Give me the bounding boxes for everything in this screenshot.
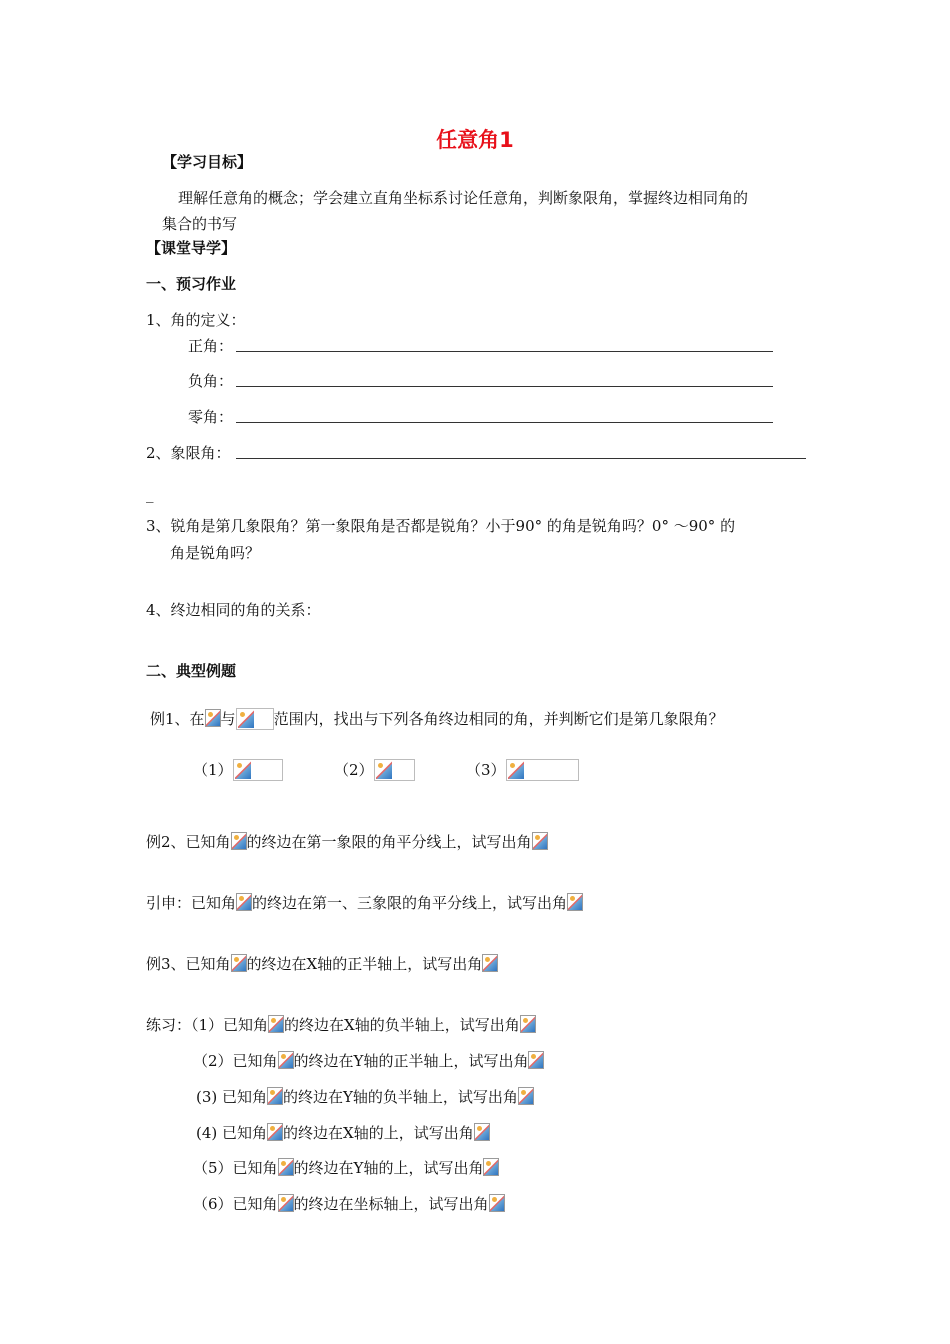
question-4: 4、终边相同的角的关系：	[146, 601, 321, 619]
practice-text-a: (4) 已知角	[196, 1124, 268, 1142]
zero-angle-blank[interactable]	[236, 422, 773, 423]
example-1-part2	[334, 759, 415, 781]
positive-angle-blank[interactable]	[236, 351, 773, 352]
extension-text-a: 引申：已知角	[146, 894, 237, 912]
formula-image-icon	[278, 1158, 294, 1176]
goal-header: 【学习目标】	[162, 153, 253, 171]
example-2	[146, 832, 548, 852]
example-1-part3	[466, 759, 579, 781]
practice-item	[193, 1051, 544, 1071]
formula-image-icon	[278, 1194, 294, 1212]
formula-image-icon	[231, 832, 247, 850]
formula-image-icon	[532, 832, 548, 850]
extension-text-b: 的终边在第一、三象限的角平分线上，试写出角	[252, 894, 568, 912]
formula-image-icon	[236, 893, 252, 911]
formula-image-icon	[528, 1051, 544, 1069]
page-title: 任意角1	[436, 128, 514, 152]
part-3-label: （3）	[466, 761, 506, 779]
practice-text-b: 的终边在Y轴的上，试写出角	[293, 1159, 484, 1177]
quadrant-angle-blank[interactable]	[236, 458, 806, 459]
formula-image-icon	[520, 1015, 536, 1033]
formula-image-icon	[474, 1123, 490, 1141]
formula-box	[374, 759, 415, 781]
question-3-line2: 角是锐角吗？	[170, 544, 261, 562]
part-1-label: （1）	[193, 761, 233, 779]
example-1-part1	[193, 759, 283, 781]
practice-text-a: （2）已知角	[193, 1052, 278, 1070]
practice-item	[196, 1087, 534, 1107]
practice-text-b: 的终边在Y轴的负半轴上，试写出角	[283, 1088, 518, 1106]
formula-image-icon	[235, 761, 251, 779]
example-3-text-b: 的终边在X轴的正半轴上，试写出角	[246, 955, 483, 973]
example-3	[146, 954, 498, 974]
practice-text-b: 的终边在X轴的上，试写出角	[283, 1124, 474, 1142]
formula-image-icon	[567, 893, 583, 911]
guide-header: 【课堂导学】	[146, 239, 237, 257]
formula-image-icon	[482, 954, 498, 972]
negative-angle-label: 负角：	[188, 372, 234, 390]
example-2-text-b: 的终边在第一象限的角平分线上，试写出角	[246, 833, 532, 851]
example-1-text-b: 与	[220, 710, 236, 728]
part-2-label: （2）	[334, 761, 374, 779]
example-1-text-a: 例1、在	[150, 710, 205, 728]
formula-image-icon	[231, 954, 247, 972]
practice-item	[146, 1015, 536, 1035]
practice-text-a: (3) 已知角	[196, 1088, 268, 1106]
example-3-text-a: 例3、已知角	[146, 955, 231, 973]
zero-angle-label: 零角：	[188, 408, 234, 426]
goal-text-line2: 集合的书写	[162, 215, 238, 233]
practice-text-a: （5）已知角	[193, 1159, 278, 1177]
positive-angle-label: 正角：	[188, 337, 234, 355]
question-3-line1: 3、锐角是第几象限角？第一象限角是否都是锐角？小于90° 的角是锐角吗？0° ～90° 的	[146, 517, 736, 535]
practice-text-b: 的终边在X轴的负半轴上，试写出角	[284, 1016, 520, 1034]
practice-text-a: （6）已知角	[193, 1195, 278, 1213]
question-2: 2、象限角：	[146, 444, 231, 462]
question-1: 1、角的定义：	[146, 311, 246, 329]
formula-image-icon	[508, 761, 524, 779]
practice-item	[196, 1123, 490, 1143]
formula-box	[236, 708, 274, 730]
practice-text-b: 的终边在Y轴的正半轴上，试写出角	[293, 1052, 529, 1070]
formula-image-icon	[376, 761, 392, 779]
section-preview: 一、预习作业	[146, 275, 237, 293]
formula-image-icon	[267, 1087, 283, 1105]
formula-image-icon	[268, 1015, 284, 1033]
question-2-tail: _	[146, 485, 154, 503]
practice-item	[193, 1158, 499, 1178]
formula-image-icon	[518, 1087, 534, 1105]
negative-angle-blank[interactable]	[236, 386, 773, 387]
formula-image-icon	[483, 1158, 499, 1176]
formula-box	[506, 759, 579, 781]
example-1	[150, 708, 724, 730]
example-2-text-a: 例2、已知角	[146, 833, 231, 851]
formula-image-icon	[238, 710, 254, 728]
formula-image-icon	[267, 1123, 283, 1141]
practice-text-b: 的终边在坐标轴上，试写出角	[293, 1195, 489, 1213]
section-examples: 二、典型例题	[146, 662, 237, 680]
example-1-text-c: 范围内，找出与下列各角终边相同的角，并判断它们是第几象限角？	[273, 710, 724, 728]
goal-text-line1: 理解任意角的概念；学会建立直角坐标系讨论任意角，判断象限角，掌握终边相同角的	[178, 189, 749, 207]
formula-image-icon	[278, 1051, 294, 1069]
practice-item	[193, 1194, 505, 1214]
formula-box	[233, 759, 283, 781]
practice-text-a: 练习：（1）已知角	[146, 1016, 269, 1034]
formula-image-icon	[489, 1194, 505, 1212]
extension	[146, 893, 583, 913]
formula-image-icon	[205, 709, 221, 727]
